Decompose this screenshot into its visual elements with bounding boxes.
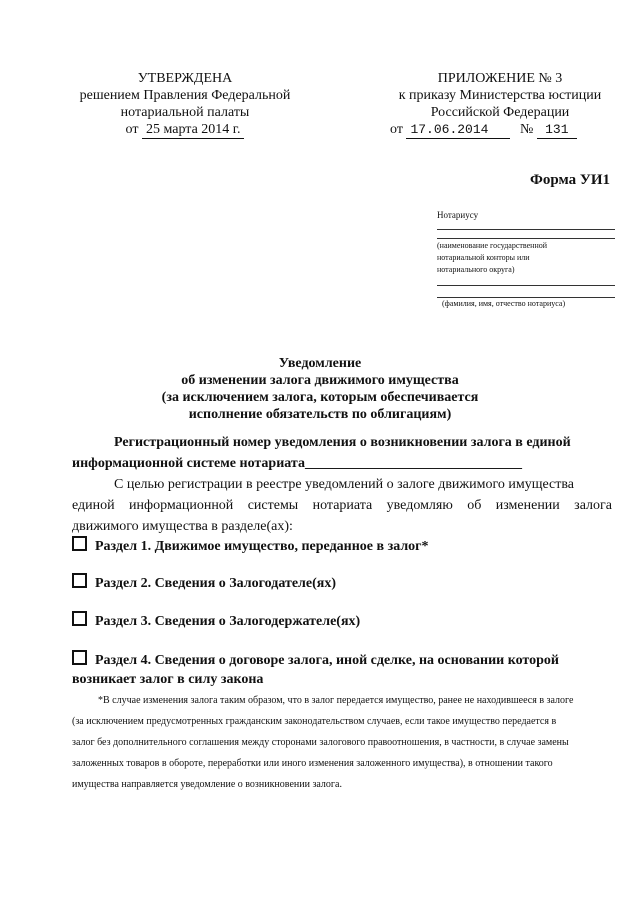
section-3-checkbox[interactable] [72, 611, 87, 626]
section-3-label: Раздел 3. Сведения о Залогодержателе(ях) [95, 614, 361, 629]
appendix-line-2: Российской Федерации [430, 105, 570, 120]
footnote-line-2: (за исключением предусмотренных гражданским законодательством случаев, если такое имущество передается в [72, 716, 557, 727]
footnote-line-3: залог без дополнительного соглашения между сторонами залогового правоотношения, в частности, в случае замены [72, 737, 569, 748]
section-1-label: Раздел 1. Движимое имущество, переданное в залог* [95, 539, 429, 554]
approval-date-value: 25 марта 2014 г. [142, 121, 244, 139]
appendix-line-1: к приказу Министерства юстиции [398, 88, 602, 103]
intro-paragraph [72, 474, 612, 537]
intro-line-2: единой информационной системы нотариата уведомляю об изменении залога [72, 498, 612, 513]
reg-number-input[interactable]: _______________________________ [304, 456, 522, 471]
appendix-date-prefix: от [390, 122, 403, 137]
intro-line-1: С целью регистрации в реестре уведомлений о залоге движимого имущества [114, 477, 575, 492]
notice-title-4: исполнение обязательств по облигациям) [188, 407, 452, 422]
section-4 [72, 650, 559, 689]
approval-line-2: нотариальной палаты [120, 105, 250, 120]
intro-line-3: движимого имущества в разделе(ах): [72, 519, 293, 534]
appendix-date-line [380, 121, 620, 139]
appendix-date-value: 17.06.2014 [406, 121, 510, 139]
notice-title-1: Уведомление [278, 356, 362, 371]
footnote-line-1: *В случае изменения залога таким образом, что в залог передается имущество, ранее не находившееся в залоге [98, 695, 574, 706]
section-4-label-2: возникает залог в силу закона [72, 672, 264, 687]
notice-title-2: об изменении залога движимого имущества [181, 373, 459, 388]
approval-date-prefix: от [125, 122, 139, 137]
section-3 [72, 611, 360, 630]
section-4-checkbox[interactable] [72, 650, 87, 665]
section-2-label: Раздел 2. Сведения о Залогодателе(ях) [95, 576, 337, 591]
approval-block [60, 70, 310, 139]
reg-number [72, 432, 612, 474]
form-code: Форма УИ1 [529, 172, 610, 188]
appendix-number-value: 131 [537, 121, 577, 139]
addressee-line-1 [437, 229, 615, 230]
section-2 [72, 573, 336, 592]
notice-title [100, 355, 540, 423]
footnote-line-5: имущества направляется уведомление о возникновении залога. [72, 779, 342, 790]
section-2-checkbox[interactable] [72, 573, 87, 588]
section-4-label: Раздел 4. Сведения о договоре залога, иной сделке, на основании которой [95, 653, 559, 668]
footnote [72, 690, 617, 795]
footnote-line-4: заложенных товаров в обороте, переработки или иного изменения заложенного имущества), в отношении такого [72, 758, 553, 769]
addressee-label: Нотариусу [437, 210, 479, 220]
section-1 [72, 536, 429, 555]
addressee-office-note [437, 240, 617, 276]
addressee-name-note: (фамилия, имя, отчество нотариуса) [442, 299, 566, 308]
addressee-office-note-2: нотариальной конторы или [437, 253, 530, 262]
addressee-line-3 [437, 285, 615, 286]
appendix-number-prefix: № [519, 122, 534, 137]
appendix-title: ПРИЛОЖЕНИЕ № 3 [437, 71, 563, 86]
approval-date [60, 121, 310, 139]
reg-number-label: информационной системе нотариата [72, 456, 305, 471]
approval-line-1: решением Правления Федеральной [79, 88, 291, 103]
approval-title: УТВЕРЖДЕНА [137, 71, 233, 86]
reg-number-line-2 [72, 453, 612, 474]
reg-number-line-1: Регистрационный номер уведомления о возникновении залога в единой [114, 435, 571, 450]
appendix-block [380, 70, 620, 139]
addressee-line-2 [437, 238, 615, 239]
addressee-office-note-3: нотариального округа) [437, 265, 515, 274]
section-1-checkbox[interactable] [72, 536, 87, 551]
notice-title-3: (за исключением залога, которым обеспечивается [161, 390, 479, 405]
addressee-office-note-1: (наименование государственной [437, 241, 548, 250]
